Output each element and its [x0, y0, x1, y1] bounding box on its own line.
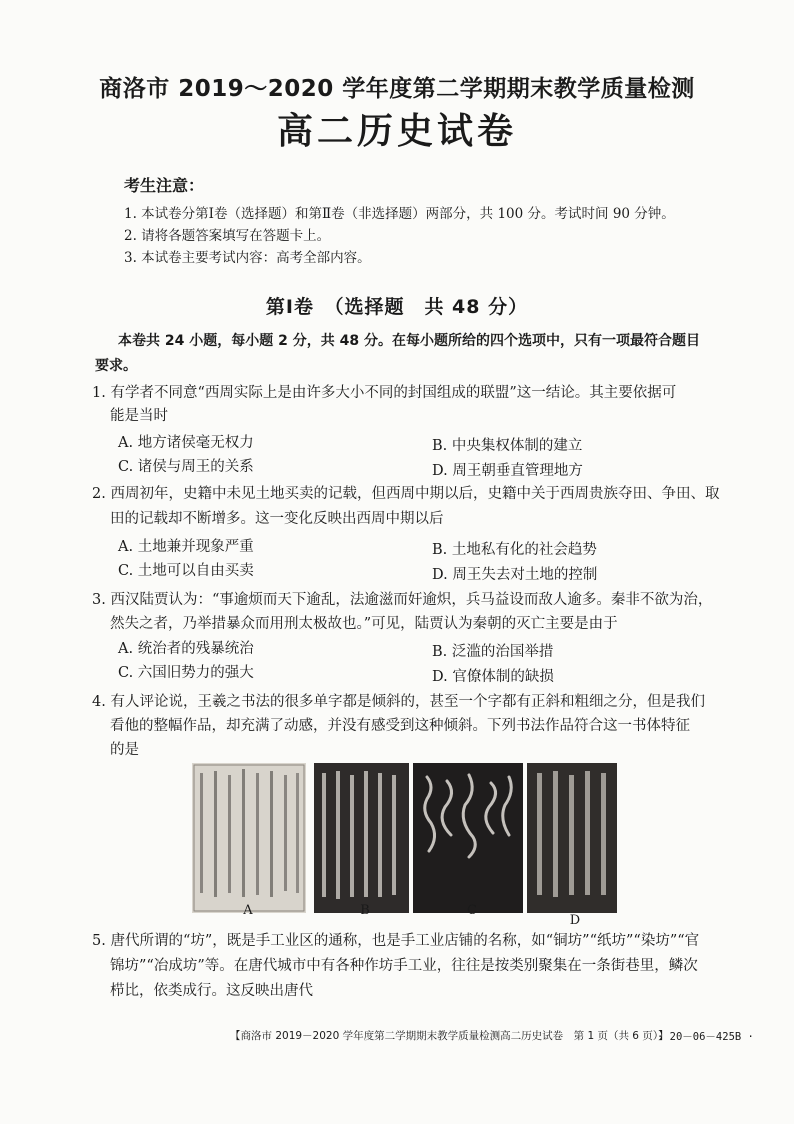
figure-label-a: A — [243, 903, 253, 918]
question-4-text: 看他的整幅作品，却充满了动感，并没有感受到这种倾斜。下列书法作品符合这一书体特征 — [110, 718, 690, 734]
notice-item: 1. 本试卷分第Ⅰ卷（选择题）和第Ⅱ卷（非选择题）两部分，共 100 分。考试时间 90 分钟。 — [124, 206, 675, 222]
question-1-text: 1. 有学者不同意“西周实际上是由许多大小不同的封国组成的联盟”这一结论。其主要依据可 — [92, 385, 677, 401]
notice-item: 3. 本试卷主要考试内容：高考全部内容。 — [124, 250, 371, 266]
calligraphy-image-b — [314, 763, 409, 913]
question-3-text: 3. 西汉陆贾认为：“事逾烦而天下逾乱，法逾滋而奸逾炽，兵马益设而敌人逾多。秦非不欲为治， — [92, 592, 713, 608]
figure-label-c: C — [467, 903, 477, 918]
question-5-text: 锦坊”“冶成坊”等。在唐代城市中有各种作坊手工业，往往是按类别聚集在一条街巷里，鳞次 — [110, 958, 698, 974]
question-3-text: 然失之者，乃举措暴众而用刑太极故也。”可见，陆贾认为秦朝的灭亡主要是由于 — [110, 616, 618, 632]
question-1-option-d: D. 周王朝垂直管理地方 — [432, 463, 583, 479]
exam-subject-title: 高二历史试卷 — [276, 111, 517, 152]
question-1-option-b: B. 中央集权体制的建立 — [432, 438, 583, 454]
figure-label-b: B — [360, 903, 370, 918]
calligraphy-image-d — [527, 763, 617, 913]
question-2-option-c: C. 土地可以自由买卖 — [118, 563, 254, 579]
page-footer: 【商洛市 2019－2020 学年度第二学期期末教学质量检测高二历史试卷 第 1 页（共 6 页）】 — [230, 1030, 669, 1042]
question-1-option-a: A. 地方诸侯毫无权力 — [118, 435, 254, 451]
question-1-option-c: C. 诸侯与周王的关系 — [118, 459, 254, 475]
question-4-text: 的是 — [110, 742, 139, 758]
calligraphy-image-c — [413, 763, 523, 913]
section-intro: 要求。 — [95, 358, 137, 374]
question-5-text: 栉比，依类成行。这反映出唐代 — [110, 983, 313, 999]
paper-code: · 20－06－425B · — [657, 1031, 754, 1043]
question-3-option-b: B. 泛滥的治国举措 — [432, 644, 554, 660]
question-4-text: 4. 有人评论说，王羲之书法的很多单字都是倾斜的，甚至一个字都有正斜和粗细之分，但是我们 — [92, 694, 705, 710]
question-5-text: 5. 唐代所谓的“坊”，既是手工业区的通称，也是手工业店铺的名称，如“铜坊”“纸坊”“染坊”“官 — [92, 933, 700, 949]
question-2-option-a: A. 土地兼并现象严重 — [118, 539, 254, 555]
question-2-text: 田的记载却不断增多。这一变化反映出西周中期以后 — [110, 511, 444, 527]
question-3-option-c: C. 六国旧势力的强大 — [118, 665, 254, 681]
section-intro: 本卷共 24 小题，每小题 2 分，共 48 分。在每小题所给的四个选项中，只有一项最符合题目 — [118, 333, 700, 349]
question-2-text: 2. 西周初年，史籍中未见土地买卖的记载，但西周中期以后，史籍中关于西周贵族夺田、争田、取 — [92, 486, 720, 502]
figure-label-d: D — [569, 913, 581, 928]
section-title: 第Ⅰ卷 （选择题 共 48 分） — [265, 296, 529, 318]
notice-item: 2. 请将各题答案填写在答题卡上。 — [124, 228, 331, 244]
question-1-text: 能是当时 — [110, 408, 168, 424]
question-2-option-d: D. 周王失去对土地的控制 — [432, 567, 598, 583]
notice-heading: 考生注意： — [124, 176, 205, 195]
question-2-option-b: B. 土地私有化的社会趋势 — [432, 542, 597, 558]
exam-title: 商洛市 2019～2020 学年度第二学期期末教学质量检测 — [99, 76, 695, 102]
calligraphy-image-a — [192, 763, 306, 913]
question-3-option-d: D. 官僚体制的缺损 — [432, 669, 554, 685]
question-3-option-a: A. 统治者的残暴统治 — [118, 641, 254, 657]
